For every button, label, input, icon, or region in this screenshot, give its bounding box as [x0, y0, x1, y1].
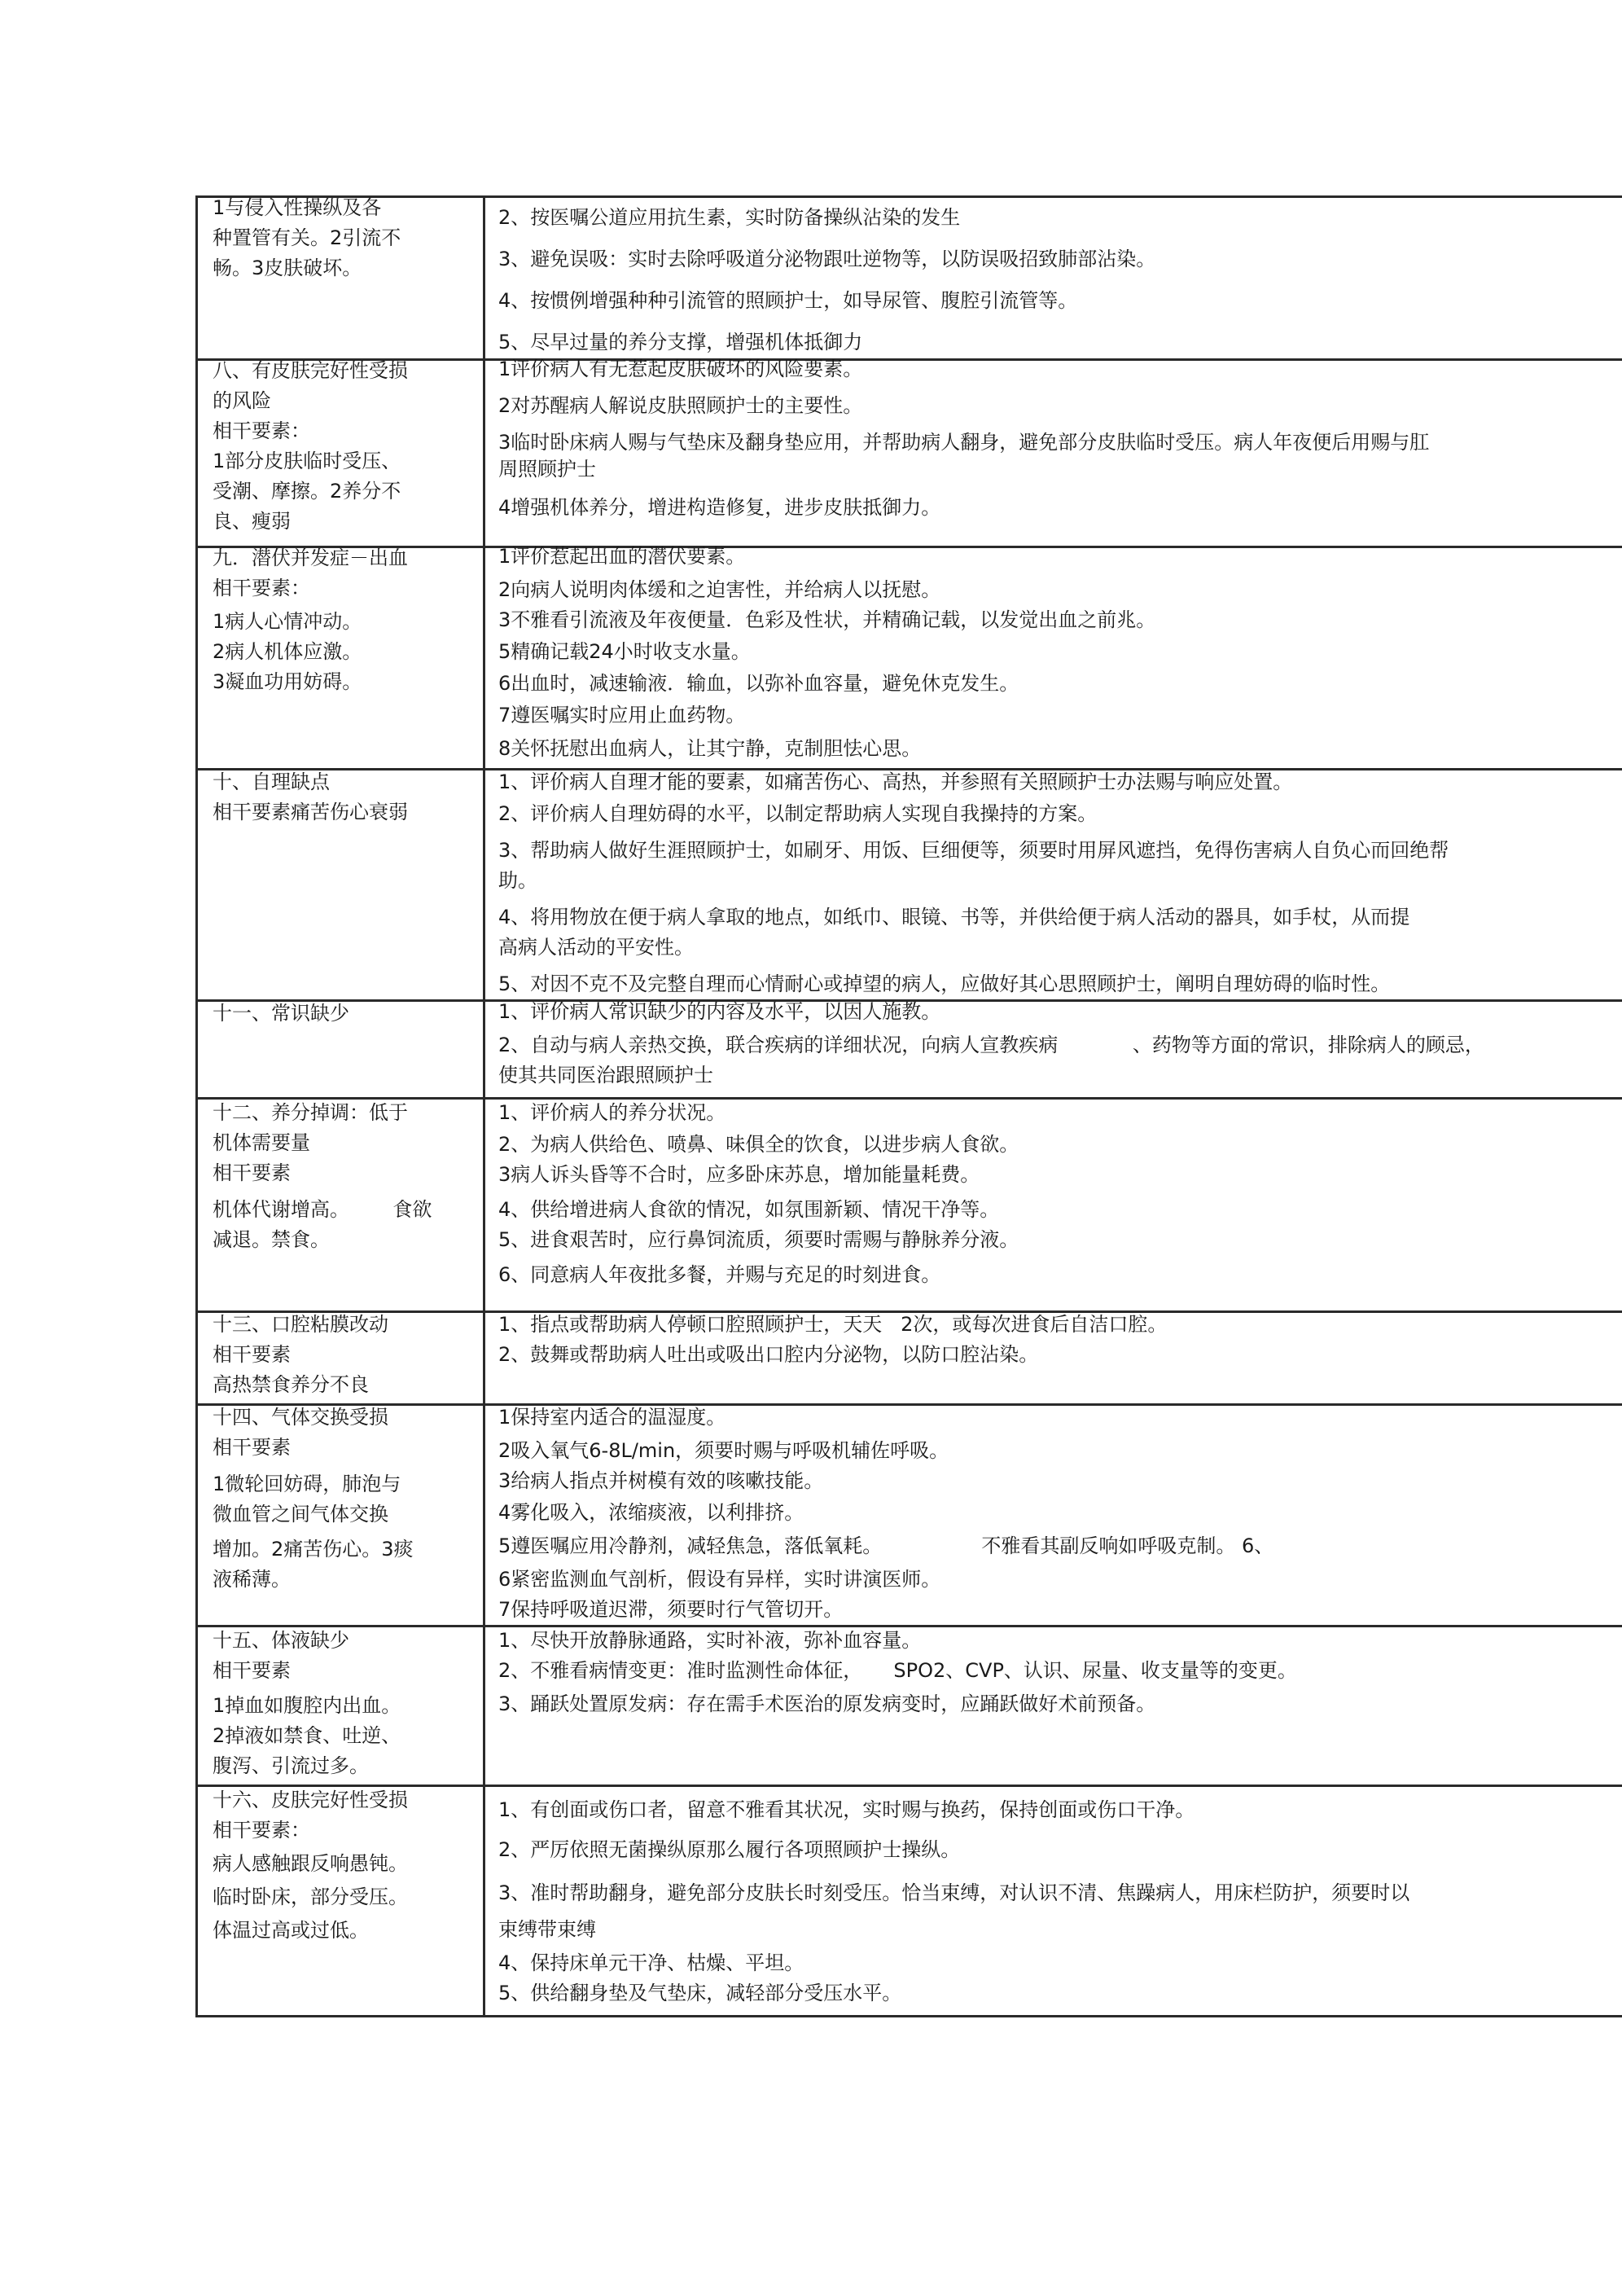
diagnosis-line: 病人感触跟反响愚钝。: [213, 1852, 408, 1875]
intervention-line: 2、不雅看病情变更：准时监测性命体征， SPO2、CVP、认识、尿量、收支量等的变更。: [498, 1659, 1297, 1682]
intervention-line: 1保持室内适合的温湿度。: [498, 1406, 726, 1429]
intervention-cell: [484, 1312, 1622, 1405]
intervention-line: 5、尽早过量的养分支撑，增强机体抵御力: [498, 331, 863, 353]
care-plan-table: [195, 195, 1622, 2017]
diagnosis-line: 相干要素：: [213, 577, 310, 599]
intervention-line: 1、有创面或伤口者，留意不雅看其状况，实时赐与换药，保持创面或伤口干净。: [498, 1798, 1195, 1821]
intervention-line: 1、评价病人的养分状况。: [498, 1101, 726, 1124]
intervention-line: 2、按医嘱公道应用抗生素，实时防备操纵沾染的发生: [498, 206, 961, 229]
intervention-line: 2吸入氧气6-8L/min，须要时赐与呼吸机辅佐呼吸。: [498, 1439, 949, 1462]
diagnosis-cell: [197, 547, 484, 770]
diagnosis-line: 受潮、摩擦。2养分不: [213, 480, 401, 503]
intervention-line: 5、供给翻身垫及气垫床，减轻部分受压水平。: [498, 1982, 902, 2004]
diagnosis-line: 十六、皮肤完好性受损: [213, 1789, 408, 1811]
intervention-cell: [484, 1099, 1622, 1312]
intervention-cell: [484, 197, 1622, 360]
intervention-line: 2对苏醒病人解说皮肤照顾护士的主要性。: [498, 394, 863, 417]
diagnosis-line: 种置管有关。2引流不: [213, 226, 401, 249]
diagnosis-line: 相干要素痛苦伤心衰弱: [213, 801, 408, 823]
table-row: [197, 770, 1622, 1001]
intervention-line: 使其共同医治跟照顾护士: [498, 1064, 713, 1087]
diagnosis-line: 十三、口腔粘膜改动: [213, 1313, 388, 1336]
intervention-cell: [484, 360, 1622, 547]
intervention-line: 3病人诉头昏等不合时，应多卧床苏息，增加能量耗费。: [498, 1163, 980, 1186]
intervention-line: 3、避免误吸：实时去除呼吸道分泌物跟吐逆物等，以防误吸招致肺部沾染。: [498, 248, 1156, 270]
diagnosis-cell: [197, 1099, 484, 1312]
intervention-line: 7遵医嘱实时应用止血药物。: [498, 704, 746, 727]
table-row: [197, 1099, 1622, 1312]
intervention-line: 2、自动与病人亲热交换，联合疾病的详细状况，向病人宣教疾病 、药物等方面的常识，排除病人的顾忌，: [498, 1034, 1484, 1056]
intervention-line: 2、为病人供给色、喷鼻、味俱全的饮食，以进步病人食欲。: [498, 1133, 1019, 1156]
diagnosis-line: 相干要素: [213, 1343, 291, 1366]
intervention-line: 束缚带束缚: [498, 1918, 596, 1941]
diagnosis-line: 体温过高或过低。: [213, 1919, 369, 1942]
diagnosis-cell: [197, 1001, 484, 1099]
diagnosis-line: 高热禁食养分不良: [213, 1373, 369, 1396]
intervention-cell: [484, 547, 1622, 770]
diagnosis-line: 相干要素: [213, 1659, 291, 1682]
intervention-cell: [484, 1627, 1622, 1786]
intervention-line: 3不雅看引流液及年夜便量．色彩及性状，并精确记载，以发觉出血之前兆。: [498, 608, 1156, 631]
intervention-line: 2、严厉依照无菌操纵原那么履行各项照顾护士操纵。: [498, 1838, 961, 1861]
intervention-line: 1、评价病人常识缺少的内容及水平，以因人施教。: [498, 1000, 941, 1023]
intervention-line: 1评价惹起出血的潜伏要素。: [498, 545, 746, 568]
intervention-line: 1评价病人有无惹起皮肤破坏的风险要素。: [498, 358, 863, 380]
diagnosis-line: 1部分皮肤临时受压、: [213, 450, 401, 472]
diagnosis-line: 九．潜伏并发症－出血: [213, 547, 408, 569]
intervention-line: 4、按惯例增强种种引流管的照顾护士，如导尿管、腹腔引流管等。: [498, 289, 1078, 312]
intervention-line: 高病人活动的平安性。: [498, 936, 694, 959]
intervention-cell: [484, 1001, 1622, 1099]
intervention-line: 5精确记载24小时收支水量。: [498, 640, 751, 663]
intervention-line: 2、鼓舞或帮助病人吐出或吸出口腔内分泌物，以防口腔沾染。: [498, 1343, 1039, 1366]
intervention-line: 助。: [498, 869, 537, 892]
table-row: [197, 547, 1622, 770]
table-row: [197, 1627, 1622, 1786]
diagnosis-cell: [197, 770, 484, 1001]
intervention-line: 6、同意病人年夜批多餐，并赐与充足的时刻进食。: [498, 1263, 941, 1286]
diagnosis-line: 机体需要量: [213, 1131, 310, 1154]
diagnosis-line: 2掉液如禁食、吐逆、: [213, 1724, 401, 1747]
intervention-line: 3临时卧床病人赐与气垫床及翻身垫应用，并帮助病人翻身，避免部分皮肤临时受压。病人年夜便后用赐与肛: [498, 431, 1430, 454]
intervention-line: 3、踊跃处置原发病：存在需手术医治的原发病变时，应踊跃做好术前预备。: [498, 1692, 1156, 1715]
diagnosis-cell: [197, 360, 484, 547]
intervention-line: 7保持呼吸道迟滞，须要时行气管切开。: [498, 1598, 844, 1621]
diagnosis-line: 1掉血如腹腔内出血。: [213, 1694, 401, 1717]
diagnosis-line: 良、瘦弱: [213, 510, 291, 533]
intervention-line: 周照顾护士: [498, 458, 596, 481]
intervention-line: 4增强机体养分，增进构造修复，进步皮肤抵御力。: [498, 496, 941, 519]
intervention-line: 1、指点或帮助病人停顿口腔照顾护士，天天 2次，或每次进食后自洁口腔。: [498, 1313, 1168, 1336]
diagnosis-line: 液稀薄。: [213, 1568, 291, 1591]
table-row: [197, 197, 1622, 360]
intervention-cell: [484, 1405, 1622, 1627]
diagnosis-cell: [197, 1405, 484, 1627]
intervention-line: 3给病人指点并树模有效的咳嗽技能。: [498, 1469, 824, 1492]
intervention-cell: [484, 770, 1622, 1001]
diagnosis-cell: [197, 1627, 484, 1786]
diagnosis-line: 腹泻、引流过多。: [213, 1754, 369, 1777]
diagnosis-line: 1微轮回妨碍，肺泡与: [213, 1473, 401, 1495]
diagnosis-line: 畅。3皮肤破坏。: [213, 257, 362, 279]
diagnosis-cell: [197, 1312, 484, 1405]
diagnosis-cell: [197, 197, 484, 360]
intervention-line: 4雾化吸入，浓缩痰液，以利排挤。: [498, 1501, 804, 1524]
table-row: [197, 1405, 1622, 1627]
intervention-line: 1、尽快开放静脉通路，实时补液，弥补血容量。: [498, 1629, 922, 1652]
diagnosis-line: 十五、体液缺少: [213, 1629, 349, 1652]
diagnosis-line: 相干要素: [213, 1436, 291, 1459]
diagnosis-line: 十四、气体交换受损: [213, 1406, 388, 1429]
intervention-line: 5、对因不克不及完整自理而心情耐心或掉望的病人，应做好其心思照顾护士，阐明自理妨碍的临时性。: [498, 972, 1391, 995]
diagnosis-line: 临时卧床，部分受压。: [213, 1886, 408, 1908]
intervention-line: 2向病人说明肉体缓和之迫害性，并给病人以抚慰。: [498, 578, 941, 601]
intervention-cell: [484, 1786, 1622, 2017]
intervention-line: 4、供给增进病人食欲的情况，如氛围新颖、情况干净等。: [498, 1198, 1000, 1221]
intervention-line: 3、准时帮助翻身，避免部分皮肤长时刻受压。恰当束缚，对认识不清、焦躁病人，用床栏防护，须要时以: [498, 1881, 1410, 1904]
table-row: [197, 1312, 1622, 1405]
diagnosis-line: 相干要素：: [213, 419, 310, 442]
diagnosis-line: 减退。禁食。: [213, 1228, 330, 1251]
intervention-line: 4、将用物放在便于病人拿取的地点，如纸巾、眼镜、书等，并供给便于病人活动的器具，如手杖，从而提: [498, 906, 1410, 928]
diagnosis-line: 机体代谢增高。 食欲: [213, 1198, 432, 1221]
diagnosis-line: 增加。2痛苦伤心。3痰: [213, 1538, 414, 1561]
table-row: [197, 360, 1622, 547]
diagnosis-line: 十一、常识缺少: [213, 1002, 349, 1025]
intervention-line: 6出血时，减速输液．输血，以弥补血容量，避免休克发生。: [498, 672, 1019, 695]
diagnosis-line: 1病人心情冲动。: [213, 610, 362, 633]
table-row: [197, 1001, 1622, 1099]
intervention-line: 1、评价病人自理才能的要素，如痛苦伤心、高热，并参照有关照顾护士办法赐与响应处置。: [498, 770, 1293, 793]
diagnosis-line: 3凝血功用妨碍。: [213, 670, 362, 693]
intervention-line: 8关怀抚慰出血病人，让其宁静，克制胆怯心思。: [498, 737, 922, 760]
diagnosis-line: 微血管之间气体交换: [213, 1503, 388, 1526]
intervention-line: 6紧密监测血气剖析，假设有异样，实时讲演医师。: [498, 1568, 941, 1591]
diagnosis-line: 八、有皮肤完好性受损: [213, 359, 408, 382]
diagnosis-line: 相干要素: [213, 1161, 291, 1184]
diagnosis-line: 十、自理缺点: [213, 770, 330, 793]
diagnosis-line: 1与侵入性操纵及各: [213, 196, 382, 219]
intervention-line: 3、帮助病人做好生涯照顾护士，如刷牙、用饭、巨细便等，须要时用屏风遮挡，免得伤害病人自负心而回绝帮: [498, 839, 1449, 862]
intervention-line: 5遵医嘱应用冷静剂，减轻焦急，落低氧耗。 不雅看其副反响如呼吸克制。 6、: [498, 1534, 1274, 1557]
diagnosis-line: 2病人机体应激。: [213, 640, 362, 663]
diagnosis-cell: [197, 1786, 484, 2017]
intervention-line: 4、保持床单元干净、枯燥、平坦。: [498, 1951, 804, 1974]
diagnosis-line: 相干要素：: [213, 1819, 310, 1842]
table-row: [197, 1786, 1622, 2017]
intervention-line: 5、进食艰苦时，应行鼻饲流质，须要时需赐与静脉养分液。: [498, 1228, 1019, 1251]
diagnosis-line: 十二、养分掉调：低于: [213, 1101, 408, 1124]
intervention-line: 2、评价病人自理妨碍的水平，以制定帮助病人实现自我操持的方案。: [498, 802, 1098, 825]
diagnosis-line: 的风险: [213, 389, 271, 412]
